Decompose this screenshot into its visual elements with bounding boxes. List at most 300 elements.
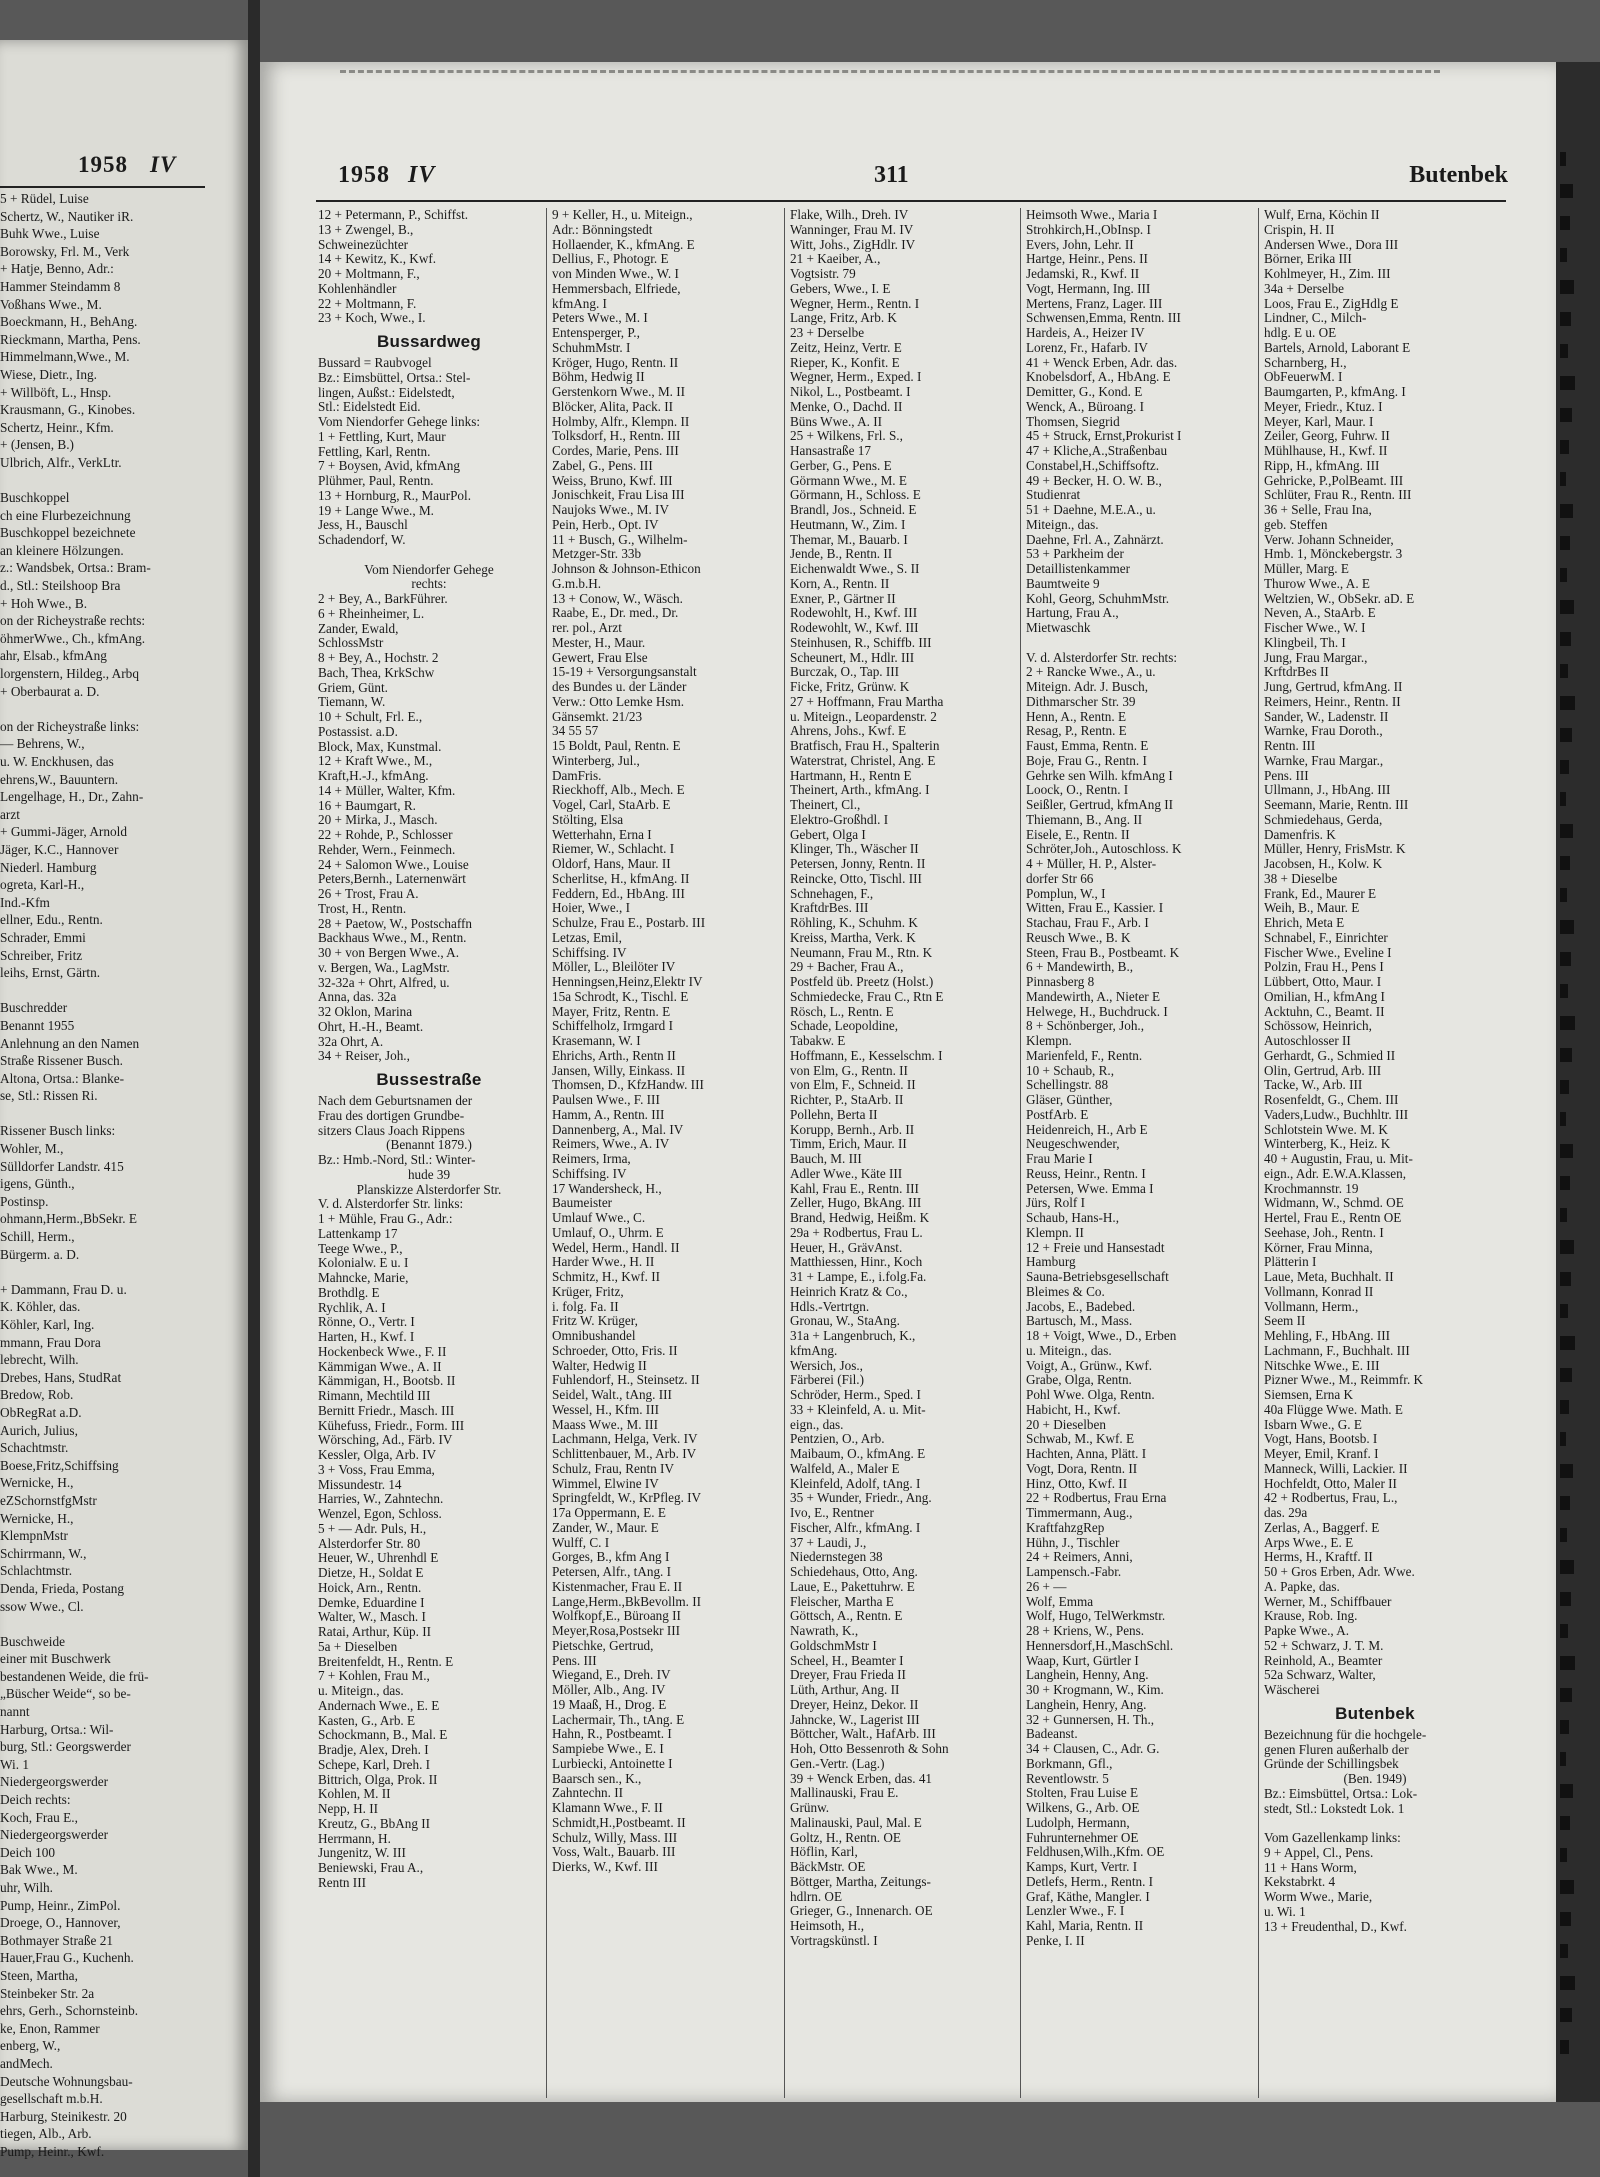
directory-entry-line: 9 + Appel, Cl., Pens. [1264,1844,1374,1860]
directory-entry-line: Fettling, Karl, Rentn. [318,443,431,459]
directory-entry-line: Nikol, L., Postbeamt. I [790,384,911,399]
edge-ink-mark [1560,664,1568,678]
directory-column-1 [318,208,540,1891]
directory-entry-line: von Elm, F., Schneid. II [790,1077,916,1093]
directory-entry-line: Niedernstegen 38 [790,1549,883,1565]
directory-entry-line: 17 Wandersheck, H., [552,1180,662,1196]
directory-entry-line: Wäscherei [1264,1682,1320,1697]
directory-entry-line: i. folg. Fa. II [552,1298,619,1314]
directory-entry-line: Papke Wwe., A. [1264,1623,1350,1638]
directory-entry-line: Bz.: Eimsbüttel, Ortsa.: Stel- [318,369,471,385]
directory-entry-line: Bz.: Hmb.-Nord, Stl.: Winter- [318,1152,476,1167]
directory-entry-line: Gronau, W., StaAng. [790,1313,900,1329]
directory-entry-line: Lachmann, Helga, Verk. IV [552,1431,698,1447]
directory-entry-line: Baumtweite 9 [1026,575,1100,591]
directory-entry-line: Jung, Frau Margar., [1264,649,1368,665]
directory-entry-line: Fritz W. Krüger, [552,1313,638,1329]
directory-entry-line: Vogel, Carl, StaArb. E [552,797,671,812]
directory-entry-line: ehrens,W., Bauuntern. [0,771,119,787]
directory-entry-line: 47 + Kliche,A.,Straßenbau [1026,443,1168,458]
directory-entry-line: geb. Steffen [1264,516,1328,532]
directory-entry-line: Wessel, H., Kfm. III [552,1401,659,1417]
directory-entry-line: Bürgerm. a. D. [0,1246,80,1262]
edge-ink-mark [1560,792,1566,806]
directory-entry-line: Wolf, Hugo, TelWerkmstr. [1026,1608,1166,1624]
directory-entry-line: Frau des dortigen Grundbe- [318,1107,465,1123]
edge-ink-mark [1560,1016,1575,1030]
directory-entry-line: Hauer,Frau G., Kuchenh. [0,1950,134,1966]
directory-entry-line: + Gummi-Jäger, Arnold [0,824,127,840]
directory-entry-line: GoldschmMstr I [790,1637,877,1653]
directory-entry-line: Pentzien, O., Arb. [790,1431,885,1447]
directory-entry-line: SchlossMstr [318,635,384,651]
directory-entry-line: Jende, B., Rentn. II [790,546,893,562]
directory-entry-line: Harder Wwe., H. II [552,1254,655,1270]
edge-ink-mark [1560,1880,1574,1894]
edge-ink-mark [1560,984,1568,998]
edge-ink-mark [1560,920,1574,934]
directory-entry-line: Borowsky, Frl. M., Verk [0,243,130,259]
directory-entry-line: Zeitz, Heinz, Vertr. E [790,339,902,355]
directory-entry-line: leihs, Ernst, Gärtn. [0,965,101,981]
directory-entry-line: 20 + Dieselben [1026,1416,1106,1432]
edge-ink-mark [1560,1304,1568,1318]
directory-column-5 [1264,208,1486,1934]
directory-entry-line: Scheunert, M., Hdlr. III [790,649,915,665]
directory-entry-line: A. Papke, das. [1264,1578,1340,1594]
directory-entry-line: Rieper, K., Konfit. E [790,354,900,370]
directory-entry-line: Hoffmann, E., Kesselschm. I [790,1047,943,1063]
directory-entry-line: Wegner, Herm., Rentn. I [790,295,920,311]
directory-entry-line: lingen, Außst.: Eidelstedt, [318,384,455,400]
directory-entry-line: Krochmannstr. 19 [1264,1180,1359,1196]
directory-entry-line: Blöcker, Alita, Pack. II [552,398,674,414]
directory-entry-line: Ripp, H., kfmAng. III [1264,457,1380,473]
directory-entry-line: ssow Wwe., Cl. [0,1598,84,1614]
directory-entry-line: Tabakw. E [790,1033,846,1048]
directory-entry-line: Henningsen,Heinz,Elektr IV [552,974,703,989]
directory-entry-line: öhmerWwe., Ch., kfmAng. [0,630,146,646]
directory-entry-line: 29 + Bacher, Frau A., [790,959,904,975]
directory-entry-line: Isbarn Wwe., G. E [1264,1416,1362,1432]
directory-entry-line: Vollmann, Herm., [1264,1298,1359,1314]
directory-entry-line: Bredow, Rob. [0,1387,74,1403]
directory-entry-line: Kröger, Hugo, Rentn. II [552,354,679,370]
directory-entry-line: Dannenberg, A., Mal. IV [552,1121,684,1137]
directory-entry-line: 34 + Reiser, Joh., [318,1048,410,1064]
edge-ink-mark [1560,344,1568,358]
directory-entry-line: Gründe der Schillingsbek [1264,1756,1399,1772]
directory-entry-line: Boje, Frau G., Rentn. I [1026,752,1147,768]
directory-entry-line: Elektro-Großhdl. I [790,811,889,827]
directory-entry-line [0,1615,198,1633]
directory-entry-line: Lorenz, Fr., Hafarb. IV [1026,339,1148,355]
directory-entry-line: Nawrath, K., [790,1623,859,1638]
directory-entry-line: Heuer, W., Uhrenhdl E [318,1550,439,1566]
edge-ink-mark [1560,376,1575,390]
directory-entry-line: Sauna-Betriebsgesellschaft [1026,1269,1169,1284]
directory-entry-line: 5 + — Adr. Puls, H., [318,1520,427,1536]
street-note: Vom Niendorfer Gehege [364,561,494,577]
directory-entry-line: Reimers, Wwe., A. IV [552,1136,670,1152]
directory-entry-line: Müller, Marg. E [1264,561,1349,576]
directory-entry-line: Schnabel, F., Einrichter [1264,929,1388,945]
directory-entry-line: enberg, W., [0,2038,61,2054]
directory-entry-line [0,1105,198,1123]
directory-entry-line: 26 + — [1026,1578,1067,1594]
directory-entry-line: Kasten, G., Arb. E [318,1712,416,1728]
directory-entry-line: Pens. III [1264,767,1309,783]
directory-entry-line: Böttger, Martha, Zeitungs- [790,1873,931,1889]
directory-entry-line: Bauch, M. III [790,1151,862,1166]
directory-entry-line: Crispin, H. II [1264,221,1335,237]
directory-entry-line: Sampiebe Wwe., E. I [552,1741,664,1756]
directory-entry-line: Teege Wwe., P., [318,1240,403,1256]
directory-entry-line: Kamps, Kurt, Vertr. I [1026,1859,1138,1874]
edge-ink-mark [1560,184,1573,198]
directory-entry-line: Sander, W., Ladenstr. II [1264,708,1389,724]
directory-entry-line: Pomplun, W., I [1026,885,1106,901]
directory-entry-line: Gehrke sen Wilh. kfmAng I [1026,767,1173,783]
edge-ink-mark [1560,600,1574,614]
directory-entry-line: Vogt, Hermann, Ing. III [1026,280,1151,296]
directory-entry-line: Widmann, W., Schmd. OE [1264,1195,1404,1211]
directory-entry-line: Deich rechts: [0,1792,71,1808]
directory-entry-line: Faust, Emma, Rentn. E [1026,738,1149,753]
directory-entry-line: Wolf, Emma [1026,1593,1094,1609]
edge-ink-mark [1560,1272,1571,1286]
directory-entry-line: Rodewohlt, W., Kwf. III [790,620,919,635]
directory-entry-line: Klinger, Th., Wäscher II [790,841,919,857]
directory-entry-line: Schertz, Heinr., Kfm. [0,419,114,435]
directory-entry-line: Schnehagen, F., [790,885,874,901]
directory-entry-line: Malinauski, Paul, Mal. E [790,1814,922,1830]
directory-entry-line: Verw.: Otto Lemke Hsm. [552,693,685,709]
directory-entry-line: Constabel,H.,Schiffsoftz. [1026,457,1160,473]
directory-entry-line: Vaders,Ludw., Buchhltr. III [1264,1106,1409,1122]
directory-column-3 [790,208,1012,1949]
directory-entry-line: Klingbeil, Th. I [1264,634,1346,650]
directory-entry-line: BäckMstr. OE [790,1859,866,1874]
directory-entry-line: Hühn, J., Tischler [1026,1534,1120,1550]
directory-entry-line: 26 + Trost, Frau A. [318,886,419,901]
directory-entry-line: Vollmann, Konrad II [1264,1283,1374,1299]
directory-entry-line: 16 + Baumgart, R. [318,797,416,813]
directory-entry-line: Dietze, H., Soldat E [318,1565,424,1580]
directory-entry-line: Meyer, Karl, Maur. I [1264,413,1374,429]
directory-entry-line: Umlauf Wwe., C. [552,1210,646,1225]
directory-entry-line: Ohrt, H.-H., Beamt. [318,1018,424,1034]
edge-ink-mark [1560,1624,1568,1638]
directory-entry-line: Deutsche Wohnungsbau- [0,2073,133,2089]
directory-entry-line: Wiegand, E., Dreh. IV [552,1667,671,1683]
directory-entry-line: V. d. Alsterdorfer Str. rechts: [1026,649,1178,665]
directory-entry-line: Hmb. 1, Mönckebergstr. 3 [1264,546,1403,562]
directory-entry-line: Schlachtmstr. [0,1563,73,1579]
directory-entry-line: Nach dem Geburtsnamen der [318,1093,473,1108]
directory-entry-line: KraftfahzgRep [1026,1519,1105,1535]
directory-entry-line: Schiffsing. IV [552,944,627,960]
directory-entry-line: Bz.: Eimsbüttel, Ortsa.: Lok- [1264,1785,1418,1801]
directory-entry-line: Schlotstein Wwe. M. K [1264,1121,1388,1137]
directory-entry-line: Niederl. Hamburg [0,859,97,875]
directory-entry-line: Helwege, H., Buchdruck. I [1026,1003,1168,1019]
directory-entry-line: u. Miteign., das. [318,1683,404,1698]
directory-entry-line: 31a + Langenbruch, K., [790,1328,916,1343]
directory-entry-line: Schroeder, Otto, Fris. II [552,1342,678,1358]
directory-entry-line: Thiemann, B., Ang. II [1026,811,1143,827]
previous-page-year: 1958 [78,152,128,177]
directory-entry-line: Kahl, Frau E., Rentn. III [790,1180,919,1196]
directory-entry-line: Koch, Frau E., [0,1809,78,1825]
directory-entry-line: Schulze, Frau E., Postarb. III [552,915,706,930]
edge-ink-mark [1560,1784,1573,1798]
directory-entry-line: dorfer Str 66 [1026,870,1094,886]
directory-entry-line: Langhein, Henny, Ang. [1026,1667,1149,1683]
directory-entry-line: Waterstrat, Christel, Ang. E [790,752,936,768]
directory-entry-line: Warnke, Frau Doroth., [1264,723,1383,739]
directory-entry-line: Vogtsistr. 79 [790,266,856,281]
directory-entry-line: Heutmann, W., Zim. I [790,516,906,532]
directory-entry-line: Jürs, Rolf I [1026,1195,1085,1211]
directory-entry-line: Winterberg, Jul., [552,752,640,768]
directory-entry-line: Ulbrich, Alfr., VerkLtr. [0,454,122,470]
directory-entry-line: Schweinezüchter [318,236,409,252]
directory-entry-line: Themar, M., Bauarb. I [790,531,908,547]
directory-entry-line: des Bundes u. der Länder [552,679,687,694]
column-divider [784,208,785,2098]
directory-entry-line: Seem II [1264,1313,1306,1329]
directory-entry-line: Wohler, M., [0,1141,64,1157]
directory-entry-line: sitzers Claus Joach Rippens [318,1122,465,1138]
directory-entry-line: 49 + Becker, H. O. W. B., [1026,472,1162,488]
directory-entry-line: 36 + Selle, Frau Ina, [1264,502,1372,517]
directory-entry-line: Burczak, O., Tap. III [790,664,900,680]
directory-entry-line: Miteign. Adr. J. Busch, [1026,679,1148,694]
directory-entry-line: Laue, E., Pakettuhrw. E [790,1578,915,1594]
directory-entry-line: Pietschke, Gertrud, [552,1637,654,1653]
directory-entry-line: 12 + Freie und Hansestadt [1026,1239,1165,1255]
directory-entry-line: kfmAng. I [552,295,607,311]
directory-entry-line: Köhler, Karl, Ing. [0,1317,95,1332]
directory-entry-line: Steen, Martha, [0,1967,78,1983]
directory-entry-line: Autoschlosser II [1264,1033,1351,1048]
directory-entry-line: Buschredder [0,1000,68,1016]
directory-entry-line: Thomsen, Siegrid [1026,413,1120,429]
directory-entry-line: 12 + Kraft Wwe., M., [318,753,433,769]
book-gutter [248,0,260,2177]
directory-entry-line: Jungenitz, W. III [318,1845,406,1861]
directory-entry-line: Schmidt,H.,Postbeamt. II [552,1814,686,1830]
directory-entry-line: 20 + Mirka, J., Masch. [318,812,438,828]
directory-entry-line: ohmann,Herm.,BbSekr. E [0,1211,138,1227]
directory-entry-line: Ivo, E., Rentner [790,1505,874,1520]
directory-entry-line: Plühmer, Paul, Rentn. [318,473,434,488]
directory-entry-line: Omilian, H., kfmAng I [1264,988,1385,1004]
directory-entry-line: Kraft,H.-J., kfmAng. [318,768,429,783]
directory-column-4 [1026,208,1248,1949]
directory-entry-line: Anna, das. 32a [318,989,397,1005]
directory-entry-line: Kekstabrkt. 4 [1264,1874,1336,1890]
directory-entry-line: Lurbiecki, Antoinette I [552,1755,673,1771]
directory-entry-line: Brandl, Jos., Schneid. E [790,502,917,517]
directory-entry-line: Block, Max, Kunstmal. [318,738,442,754]
directory-entry-line: Rentn. III [1264,738,1316,753]
directory-entry-line: Zander, W., Maur. E [552,1519,659,1535]
directory-entry-line: Riemer, W., Schlacht. I [552,841,675,857]
directory-entry-line: Klempn. II [1026,1224,1084,1240]
directory-entry-line: Jäger, K.C., Hannover [0,841,119,857]
edge-ink-mark [1560,1208,1567,1222]
directory-entry-line: Wedel, Herm., Handl. II [552,1239,680,1255]
directory-entry-line: Flake, Wilh., Dreh. IV [790,207,909,222]
edge-ink-mark [1560,1048,1572,1062]
directory-entry-line: Schulz, Frau, Rentn IV [552,1460,674,1476]
directory-entry-line: 25 + Wilkens, Frl. S., [790,428,903,444]
directory-entry-line: 12 + Petermann, P., Schiffst. [318,207,469,222]
edge-ink-mark [1560,760,1569,774]
directory-entry-line: Denda, Frieda, Postang [0,1580,125,1596]
directory-entry-line: Hoier, Wwe., I [552,900,630,916]
directory-entry-line: Drebes, Hans, StudRat [0,1369,122,1385]
directory-entry-line: Vogt, Hans, Bootsb. I [1264,1431,1378,1447]
directory-entry-line: 14 + Kewitz, K., Kwf. [318,251,437,267]
directory-entry-line: Lachmann, F., Buchhalt. III [1264,1342,1410,1358]
directory-entry-line: hdlg. E u. OE [1264,325,1337,340]
directory-entry-line: Müller, Henry, FrisMstr. K [1264,841,1406,857]
directory-entry-line: Heinrich Kratz & Co., [790,1283,908,1299]
directory-entry-line: Mühlhause, H., Kwf. II [1264,443,1388,458]
edge-ink-mark [1560,1368,1572,1382]
directory-entry-line: Ehrichs, Arth., Rentn II [552,1047,676,1063]
directory-entry-line: Wenzel, Egon, Schloss. [318,1506,442,1521]
directory-entry-line: 4 + Müller, H. P., Alster- [1026,856,1157,871]
directory-entry-line: Weltzien, W., ObSekr. aD. E [1264,590,1415,606]
directory-entry-line: 37 + Laudi, J., [790,1534,867,1550]
directory-entry-line: Rimann, Mechtild III [318,1388,431,1403]
directory-entry-line: Frank, Ed., Maurer E [1264,885,1377,901]
directory-entry-line: 20 + Moltmann, F., [318,266,420,281]
directory-entry-line: Baumgarten, P., kfmAng. I [1264,384,1406,399]
directory-entry-line: Plätterin I [1264,1254,1317,1270]
directory-entry-line: Meyer, Friedr., Ktuz. I [1264,398,1383,414]
directory-entry-line: Krasemann, W. I [552,1033,641,1048]
directory-entry-line: 24 + Reimers, Anni, [1026,1549,1133,1565]
directory-entry-line: Timmermann, Aug., [1026,1505,1133,1520]
directory-entry-line: Hdls.-Vertrtgn. [790,1298,870,1314]
directory-entry-line: Alsterdorfer Str. 80 [318,1535,421,1551]
directory-entry-line: 13 + Zwengel, B., [318,221,414,237]
directory-entry-line: + Hatje, Benno, Adr.: [0,261,114,277]
edge-ink-mark [1560,1528,1567,1542]
edge-ink-mark [1560,504,1573,518]
directory-entry-line: Oldorf, Hans, Maur. II [552,856,671,871]
directory-entry-line: Thomsen, D., KfzHandw. III [552,1077,704,1093]
edge-ink-mark [1560,1656,1575,1670]
directory-entry-line: 34a + Derselbe [1264,280,1344,296]
directory-entry-line: hdlrn. OE [790,1888,843,1904]
directory-entry-line: Röhling, K., Schuhm. K [790,915,918,930]
directory-entry-line: 30 + Krogmann, W., Kim. [1026,1682,1164,1697]
directory-entry-line: 14 + Müller, Walter, Kfm. [318,782,456,798]
directory-entry-line: Krause, Rob. Ing. [1264,1608,1358,1624]
directory-entry-line: 27 + Hoffmann, Frau Martha [790,693,944,709]
directory-entry-line: Wulff, C. I [552,1534,610,1550]
directory-entry-line: Hamm, A., Rentn. III [552,1106,665,1122]
edge-ink-mark [1560,1496,1570,1510]
directory-entry-line: Bartusch, M., Mass. [1026,1313,1133,1329]
directory-entry-line: Petersen, Wwe. Emma I [1026,1180,1154,1196]
street-note: rechts: [411,576,447,592]
edge-ink-mark [1560,1144,1573,1158]
edge-ink-mark [1560,1912,1571,1926]
directory-entry-line: Klamann Wwe., F. II [552,1800,663,1815]
edge-ink-mark [1560,536,1570,550]
next-page-edge [1556,62,1600,2102]
directory-entry-line: Gen.-Vertr. (Lag.) [790,1755,885,1771]
edge-ink-mark [1560,1752,1566,1766]
directory-entry-line: Seidel, Walt., tAng. III [552,1387,672,1402]
edge-ink-mark [1560,1240,1574,1254]
directory-entry-line: Peters,Bernh., Laternenwärt [318,871,466,887]
directory-entry-line: Mallinauski, Frau E. [790,1785,899,1801]
directory-entry-line: Reventlowstr. 5 [1026,1770,1109,1786]
directory-entry-line: 1 + Fettling, Kurt, Maur [318,428,446,444]
directory-entry-line: 13 + Hornburg, R., MaurPol. [318,487,471,503]
directory-entry-line: eZSchornstfgMstr [0,1492,97,1508]
directory-entry-line: Petersen, Alfr., tAng. I [552,1564,672,1579]
edge-ink-mark [1560,888,1567,902]
directory-entry-line: Sülldorfer Landstr. 415 [0,1158,124,1174]
header-volume: IV [408,162,436,188]
directory-entry-line: Penke, I. II [1026,1932,1085,1948]
directory-entry-line: 34 + Clausen, C., Adr. G. [1026,1741,1160,1756]
directory-entry-line: Mertens, Franz, Lager. III [1026,295,1163,311]
directory-entry-line: Schachtmstr. [0,1440,69,1456]
directory-entry-line: Werner, M., Schiffbauer [1264,1593,1392,1609]
directory-entry-line: 19 + Lange Wwe., M. [318,502,434,518]
directory-entry-line: Lampensch.-Fabr. [1026,1564,1122,1579]
directory-entry-line: Ullmann, J., HbAng. III [1264,782,1391,798]
edge-ink-mark [1560,1976,1575,1990]
directory-entry-line: Herms, H., Kraftf. II [1264,1549,1373,1565]
directory-entry-line: Fleischer, Martha E [790,1593,894,1609]
street-note: Planskizze Alsterdorfer Str. [356,1181,502,1197]
edge-ink-mark [1560,824,1573,838]
directory-entry-line: u. Wi. 1 [1264,1903,1306,1919]
directory-entry-line: KraftdrBes. III [790,900,869,916]
edge-ink-mark [1560,1720,1569,1734]
directory-entry-line: Hertel, Frau E., Rentn OE [1264,1210,1402,1225]
directory-entry-line: Omnibushandel [552,1328,636,1343]
directory-entry-line: Wanninger, Frau M. IV [790,221,914,237]
directory-entry-line: Buschkoppel [0,490,70,506]
directory-entry-line: 15-19 + Versorgungsanstalt [552,664,697,680]
directory-entry-line: Boese,Fritz,Schiffsing [0,1457,119,1473]
directory-entry-line: Evers, John, Lehr. II [1026,236,1134,252]
directory-entry-line: Theinert, Arth., kfmAng. I [790,782,930,798]
directory-entry-line: Lengelhage, H., Dr., Zahn- [0,789,144,805]
directory-entry-line: Buschkoppel bezeichnete [0,525,136,541]
directory-entry-line: 7 + Kohlen, Frau M., [318,1668,430,1684]
directory-entry-line: Schiedehaus, Otto, Ang. [790,1564,918,1579]
directory-entry-line: Fuhlendorf, H., Steinsetz. II [552,1372,700,1388]
directory-entry-line: Langhein, Henry, Ang. [1026,1696,1147,1712]
directory-entry-line: Fischer Wwe., Eveline I [1264,944,1392,960]
directory-entry-line: Böttcher, Walt., HafArb. III [790,1726,936,1742]
directory-entry-line: Voss, Walt., Bauarb. III [552,1844,676,1860]
directory-entry-line: Reincke, Otto, Tischl. III [790,870,922,886]
